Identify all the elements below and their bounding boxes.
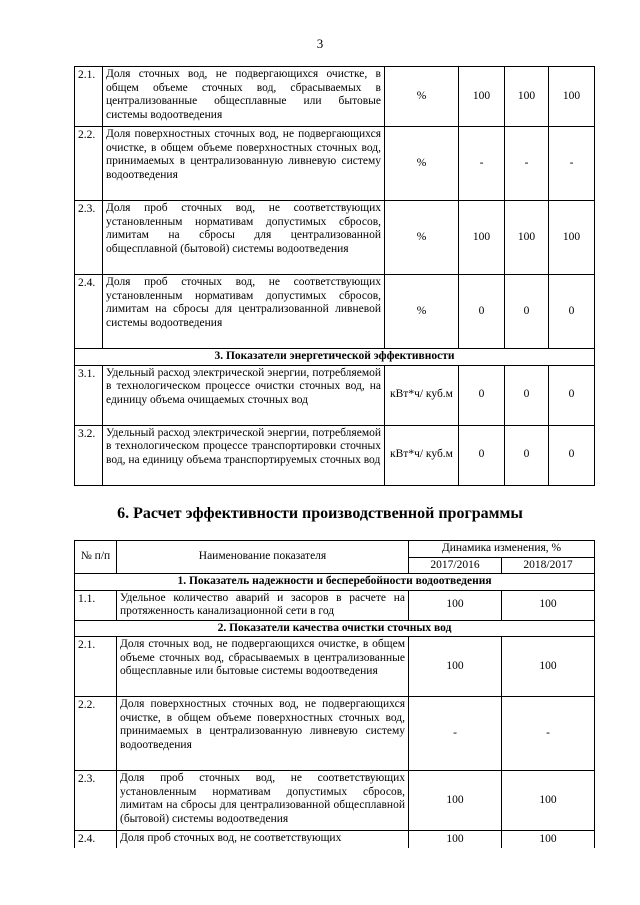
header-dynamics: Динамика изменения, % xyxy=(409,541,595,558)
efficiency-table xyxy=(74,540,595,848)
table-row: 3.1. Удельный расход электрической энергии, потребляемой в технологическом процессе очистки сточных вод, на единицу объема очищаемых сточных вод кВт*ч/ куб.м 0 0 0 xyxy=(75,365,595,425)
table-row: 3.2. Удельный расход электрической энергии, потребляемой в технологическом процессе транспортировки сточных вод, на единицу объема транспортируемых сточных вод кВт*ч/ куб.м 0 0 0 xyxy=(75,425,595,485)
section-header-row xyxy=(75,574,595,591)
table-row: 2.4. Доля проб сточных вод, не соответствующих 100 100 xyxy=(75,831,595,848)
table-row: 2.1. Доля сточных вод, не подвергающихся очистке, в общем объеме сточных вод, сбрасываемых в централизованные общесплавные или бытовые системы водоотведения 100 100 xyxy=(75,637,595,697)
section-header-row xyxy=(75,349,595,366)
section-2-title: 2. Показатели качества очистки сточных вод xyxy=(75,620,595,637)
table-row: 2.1. Доля сточных вод, не подвергающихся очистке, в общем объеме сточных вод, сбрасываемых в централизованные общесплавные или бытовые системы водоотведения % 100 100 100 xyxy=(75,67,595,127)
table-row: 1.1. Удельное количество аварий и засоров в расчете на протяженность канализационной сети в год 100 100 xyxy=(75,590,595,620)
table-row: 2.3. Доля проб сточных вод, не соответствующих установленным нормативам допустимых сбросов, лимитам на сбросы для централизованной общесплавной (бытовой) системы водоотведения % 100 100 100 xyxy=(75,201,595,275)
header-num: № п/п xyxy=(75,541,117,574)
page-number: 3 xyxy=(316,36,324,51)
header-year-2: 2018/2017 xyxy=(502,557,595,574)
table-row: 2.4. Доля проб сточных вод, не соответствующих установленным нормативам допустимых сбросов, лимитам на сбросы для централизованной ливневой системы водоотведения % 0 0 0 xyxy=(75,275,595,349)
table-row: 2.3. Доля проб сточных вод, не соответствующих установленным нормативам допустимых сбросов, лимитам на сбросы для централизованной общесплавной (бытовой) системы водоотведения 100 100 xyxy=(75,771,595,831)
header-year-1: 2017/2016 xyxy=(409,557,502,574)
header-name: Наименование показателя xyxy=(117,541,409,574)
section-header-row xyxy=(75,620,595,637)
table-header-row xyxy=(75,541,595,558)
section-3-title: 3. Показатели энергетической эффективности xyxy=(75,349,595,366)
section-title: 6. Расчет эффективности производственной программы xyxy=(117,505,523,522)
table-row: 2.2. Доля поверхностных сточных вод, не подвергающихся очистке, в общем объеме поверхностных сточных вод, принимаемых в централизованную ливневую систему водоотведения % - - - xyxy=(75,127,595,201)
section-1-title: 1. Показатель надежности и бесперебойности водоотведения xyxy=(75,574,595,591)
table-row: 2.2. Доля поверхностных сточных вод, не подвергающихся очистке, в общем объеме поверхностных сточных вод, принимаемых в централизованную ливневую систему водоотведения - - xyxy=(75,697,595,771)
indicators-table-continued xyxy=(74,66,595,486)
